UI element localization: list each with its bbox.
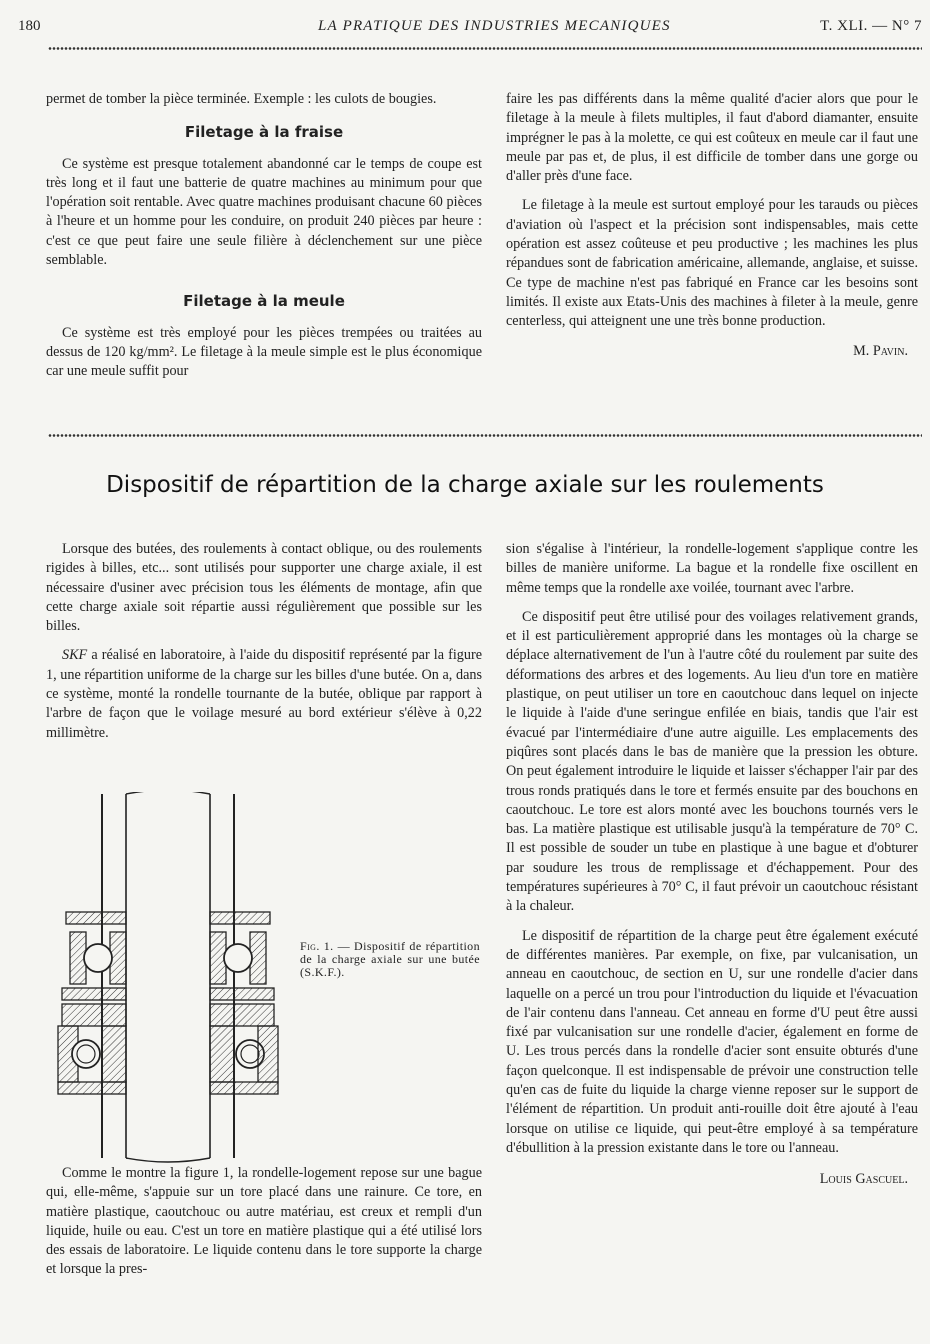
- article1-right-column: [506, 90, 918, 361]
- article2-right-paragraph-1: sion s'égalise à l'intérieur, la rondelle-logement s'applique contre les billes de manière uniforme. La bague et la rondelle fixe oscillent en même temps que la rondelle axe voilée, tournant avec l'arbre.: [506, 541, 918, 596]
- article1-signature: M. Pavin.: [853, 342, 908, 359]
- article2-left-column-bottom: [46, 1164, 482, 1290]
- figure-1-caption-label: Fig. 1.: [300, 939, 334, 953]
- section-paragraph-meule: Ce système est très employé pour les pièces trempées ou traitées au dessus de 120 kg/mm². Le filetage à la meule simple est le plus économique car une meule suffit pour: [46, 324, 482, 380]
- article2-left-paragraph-3: Comme le montre la figure 1, la rondelle-logement repose sur une bague qui, elle-même, s'appuie sur un tore placé dans une rainure. Ce tore, en matière plastique, caoutchouc ou autre matériau, est creux et rempli d'un liquide, huile ou eau. C'est un tore en matière plastique qui a été utilisé lors des essais de laboratoire. Le liquide contenu dans le tore supporte la charge et lorsque la pres-: [46, 1165, 482, 1278]
- article2-left-paragraph-1: Lorsque des butées, des roulements à contact oblique, ou des roulements rigides à billes, etc... sont utilisés pour supporter une charge axiale, il est nécessaire d'usiner avec précision tous les éléments de montage, afin que cette charge axiale soit répartie aussi régulièrement que possible sur les billes.: [46, 541, 482, 635]
- article1-right-paragraph-1: faire les pas différents dans la même qualité d'acier alors que pour le filetage à la meule à filets multiples, il faut d'abord diamanter, ensuite imprégner le pas à la molette, ce qui est coûteux en meule car il faut une meule par pas et, de plus, il est difficile de tomber dans une gorge ou d'aller près d'une face.: [506, 91, 918, 185]
- page-number: 180: [18, 18, 41, 34]
- header-dotted-rule: [48, 46, 922, 51]
- section-heading-fraise: Filetage à la fraise: [184, 123, 344, 142]
- shaft-top-curve: [126, 792, 210, 794]
- article2-left-column-top: [46, 540, 482, 753]
- article-divider-dotted-rule: [48, 433, 922, 438]
- right-bearing-assembly: [210, 912, 278, 1094]
- section-paragraph-fraise: Ce système est presque totalement abandonné car le temps de coupe est très long et il faut une batterie de quatre machines au minimum pour que l'opération soit rentable. Avec quatre machines produisant chacune 60 pièces à l'heure et un homme pour les conduire, on produit 240 pièces par heure : c'est ce que peut faire une seule filière à déclenchement sur une pièce semblable.: [46, 155, 482, 269]
- shaft-bottom-curve: [126, 1158, 210, 1162]
- figure-1-caption: Fig. 1. — Dispositif de répartition de la charge axiale sur une butée (S.K.F.).: [300, 939, 480, 979]
- figure-1-drawing: [52, 792, 292, 1164]
- article2-left-paragraph-2: SKF a réalisé en laboratoire, à l'aide du dispositif représenté par la figure 1, une répartition uniforme de la charge sur les billes d'une butée. On a, dans ce système, monté la rondelle tournante de la butée, oblique par rapport à l'arbre de façon que le voilage mesuré au bord extérieur s'élève à 0,22 millimètre.: [46, 647, 482, 741]
- page-header: [18, 18, 922, 42]
- journal-title: LA PRATIQUE DES INDUSTRIES MECANIQUES: [318, 18, 671, 34]
- article2-signature: Louis Gascuel.: [819, 1171, 908, 1188]
- article2-right-column: [506, 540, 918, 1190]
- figure-1-svg: [52, 792, 292, 1164]
- left-bearing-assembly: [58, 912, 126, 1094]
- article2-right-paragraph-3: Le dispositif de répartition de la charge peut être également exécuté de différentes manières. Par exemple, on fixe, par vulcanisation, un anneau en caoutchouc, de section en U, sur une rondelle d'acier dans laquelle on a percé un trou pour l'introduction du liquide et l'évacuation de l'air contenu dans l'anneau. Cet anneau en forme d'U peut être aussi fixé par vulcanisation sur une rondelle d'acier, également en forme de U. Les trous percés dans la rondelle d'acier sont ensuite obturés d'une façon quelconque. Il est indispensable de prévoir une construction telle qu'en cas de fuite du liquide la charge vienne reposer sur le support de l'élément de répartition. Un produit anti-rouille doit être ajouté à l'eau lorsque on utilise ce liquide, qui peut-être employé à sa température d'ébullition à la pression existante dans le tore ou l'anneau.: [506, 927, 918, 1156]
- volume-number: T. XLI. — N° 7: [820, 18, 922, 34]
- section-heading-meule: Filetage à la meule: [183, 292, 345, 311]
- article1-intro-paragraph: permet de tomber la pièce terminée. Exemple : les culots de bougies.: [46, 91, 437, 107]
- article1-right-paragraph-2: Le filetage à la meule est surtout employé pour les tarauds ou pièces d'aviation où l'aspect et la précision sont indispensables, mais cette opération est assez coûteuse et peu productive ; les machines les plus répandues sont de fabrication américaine, allemande, anglaise, et suisse. Ce type de machine n'est pas fabriqué en France car les besoins sont limités. Il existe aux Etats-Unis des machines à fileter à la meule, genre centerless, qui atteignent une une très bonne production.: [506, 197, 918, 330]
- article2-title: Dispositif de répartition de la charge axiale sur les roulements: [106, 472, 824, 498]
- article2-right-paragraph-2: Ce dispositif peut être utilisé pour des voilages relativement grands, et il est particulièrement approprié dans les montages où la charge se déplace alternativement de l'un à l'autre côté du roulement par suite des déformations des arbres et des logements. Au lieu d'un tore en matière plastique, on peut utiliser un tore en caoutchouc dans lequel on injecte le liquide à l'aide d'une seringue enfilée en biais, tandis que l'air est évacué par l'intermédiaire d'une autre aiguille. Les emplacements des piqûres sont placés dans le bas de manière que la pression les obture. On peut également introduire le liquide et laisser s'échapper l'air par des trous ronds pratiqués dans le tore et fermés ensuite par des bouchons en caoutchouc. Le tore est alors monté avec les bouchons tournés vers le bas. La matière plastique est utilisable jusqu'à la température de 70° C. Il est possible de souder un tube en plastique à une bague et d'obturer par soudure les trous de remplissage et d'échappement. Pour des températures supérieures à 70° C, il faut prévoir un caoutchouc résistant à la chaleur.: [506, 608, 918, 915]
- article1-left-column: [46, 90, 482, 392]
- skf-brand: SKF: [62, 647, 88, 664]
